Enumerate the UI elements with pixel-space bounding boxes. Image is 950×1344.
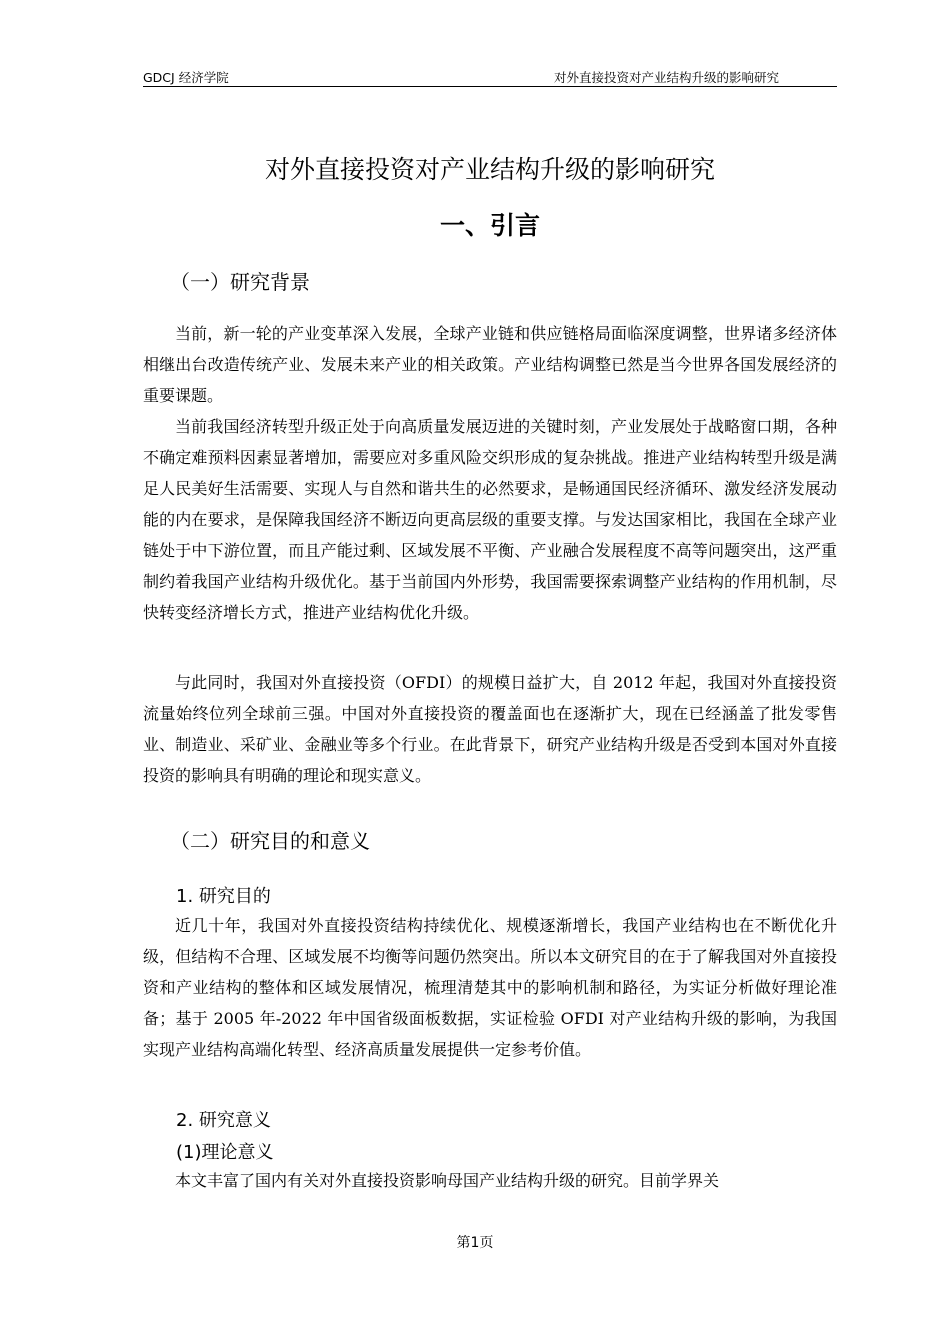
- chapter-heading: 一、引言: [439, 211, 540, 240]
- subheading-significance: 2. 研究意义: [176, 1110, 271, 1131]
- paragraph-background-3: 与此同时，我国对外直接投资（OFDI）的规模日益扩大，自 2012 年起，我国对外直接投资流量始终位列全球前三强。中国对外直接投资的覆盖面也在逐渐扩大，现在已经涵盖了批发零售业、制造业、采矿业、金融业等多个行业。在此背景下，研究产业结构升级是否受到本国对外直接投资的影响具有明确的理论和现实意义。: [143, 673, 837, 785]
- section-heading-purpose: （二）研究目的和意义: [170, 829, 370, 853]
- page-number: 第1页: [456, 1235, 494, 1251]
- document-title: 对外直接投资对产业结构升级的影响研究: [264, 155, 715, 184]
- subheading-theoretical: (1)理论意义: [176, 1142, 274, 1163]
- header-institution: GDCJ 经济学院: [143, 70, 229, 85]
- paragraph-theoretical: 本文丰富了国内有关对外直接投资影响母国产业结构升级的研究。目前学界关: [175, 1171, 720, 1190]
- section-heading-background: （一）研究背景: [170, 270, 310, 294]
- header-running-title: 对外直接投资对产业结构升级的影响研究: [553, 70, 779, 85]
- paragraph-background-1: 当前，新一轮的产业变革深入发展，全球产业链和供应链格局面临深度调整，世界诸多经济体相继出台改造传统产业、发展未来产业的相关政策。产业结构调整已然是当今世界各国发展经济的重要课题。: [143, 324, 837, 405]
- paragraph-purpose: 近几十年，我国对外直接投资结构持续优化、规模逐渐增长，我国产业结构也在不断优化升级，但结构不合理、区域发展不均衡等问题仍然突出。所以本文研究目的在于了解我国对外直接投资和产业结构的整体和区域发展情况，梳理清楚其中的影响机制和路径，为实证分析做好理论准备；基于 2005 年-2022 年中国省级面板数据，实证检验 OFDI 对产业结构升级的影响，为我国实现产业结构高端化转型、经济高质量发展提供一定参考价值。: [143, 916, 837, 1059]
- page-header: [143, 66, 837, 87]
- subheading-purpose: 1. 研究目的: [176, 886, 271, 907]
- paragraph-background-2: 当前我国经济转型升级正处于向高质量发展迈进的关键时刻，产业发展处于战略窗口期，各种不确定难预料因素显著增加，需要应对多重风险交织形成的复杂挑战。推进产业结构转型升级是满足人民美好生活需要、实现人与自然和谐共生的必然要求，是畅通国民经济循环、激发经济发展动能的内在要求，是保障我国经济不断迈向更高层级的重要支撑。与发达国家相比，我国在全球产业链处于中下游位置，而且产能过剩、区域发展不平衡、产业融合发展程度不高等问题突出，这严重制约着我国产业结构升级优化。基于当前国内外形势，我国需要探索调整产业结构的作用机制，尽快转变经济增长方式，推进产业结构优化升级。: [143, 417, 837, 622]
